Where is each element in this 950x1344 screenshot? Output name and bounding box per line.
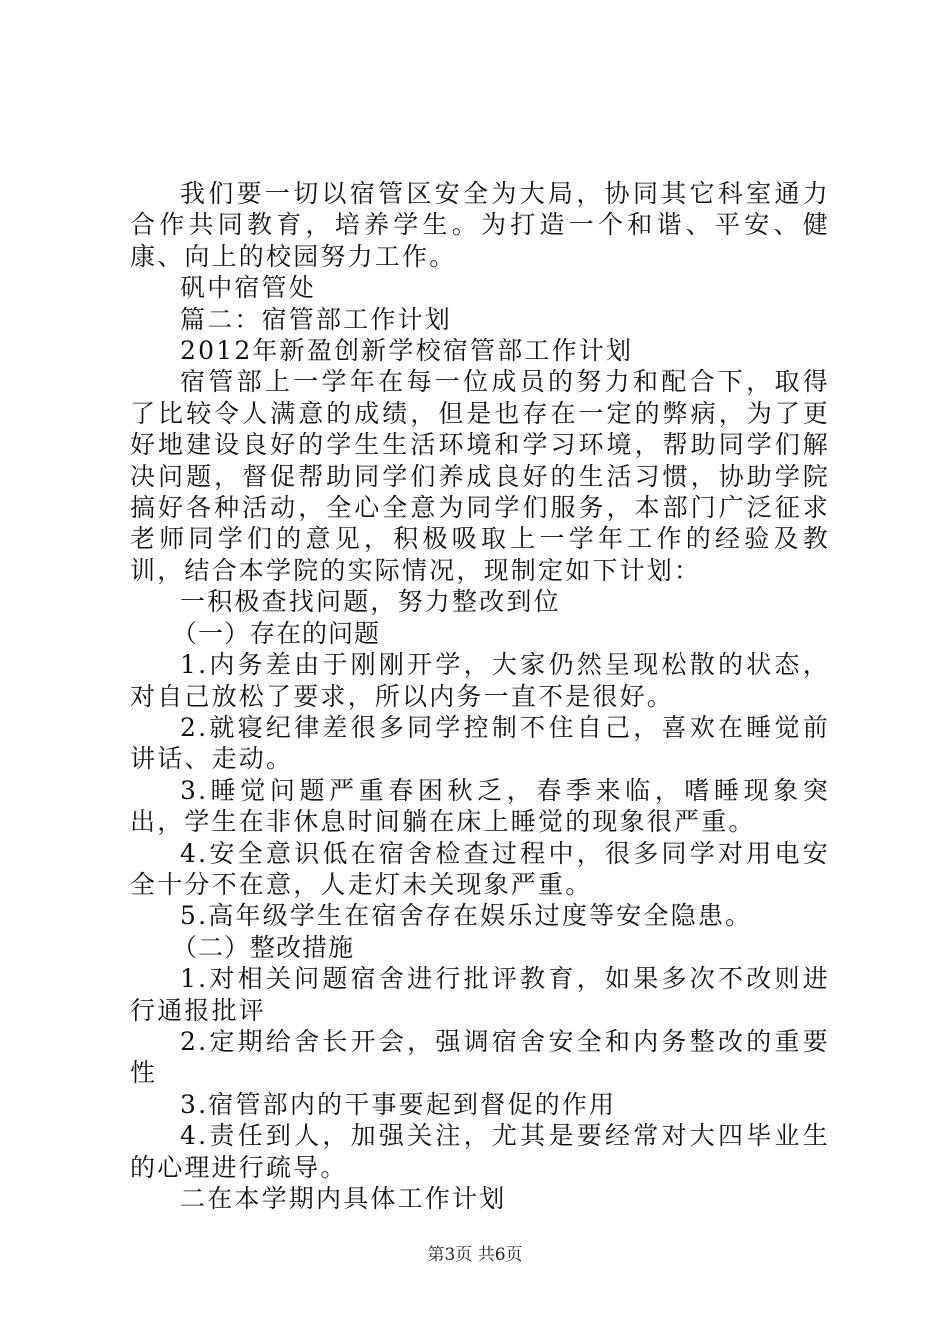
problem-item-4: 4.安全意识低在宿舍检查过程中，很多同学对用电安全十分不在意，人走灯未关现象严重。 [130,838,830,899]
paragraph-intro: 我们要一切以宿管区安全为大局，协同其它科室通力合作共同教育，培养学生。为打造一个和谐、平安、健康、向上的校园努力工作。 [130,179,830,271]
paragraph-article-title: 篇二：宿管部工作计划 [180,304,453,334]
problem-item-3: 3.睡觉问题严重春困秋乏，春季来临，嗜睡现象突出，学生在非休息时间躺在床上睡觉的现象很严重。 [130,775,830,837]
paragraph-plan-title: 2012年新盈创新学校宿管部工作计划 [180,336,634,366]
paragraph-part-two: 二在本学期内具体工作计划 [180,1184,507,1213]
problem-item-2: 2.就寝纪律差很多同学控制不住自己，喜欢在睡觉前讲话、走动。 [130,712,830,774]
page-number-footer: 第3页 共6页 [427,1245,523,1265]
problem-item-1: 1.内务差由于刚刚开学，大家仍然呈现松散的状态，对自己放松了要求，所以内务一直不是很好。 [130,650,830,711]
document-body [130,178,830,1214]
problem-item-5: 5.高年级学生在宿舍存在娱乐过度等安全隐患。 [180,901,753,931]
section-heading-measures: （二）整改措施 [172,932,355,962]
paragraph-part-one: 一积极查找问题，努力整改到位 [180,587,561,617]
measure-item-2: 2.定期给舍长开会，强调宿舍安全和内务整改的重要性 [130,1026,830,1088]
measure-item-1: 1.对相关问题宿舍进行批评教育，如果多次不改则进行通报批评 [130,964,830,1025]
paragraph-overview: 宿管部上一学年在每一位成员的努力和配合下，取得了比较令人满意的成绩，但是也存在一定的弊病，为了更好地建设良好的学生生活环境和学习环境，帮助同学们解决问题，督促帮助同学们养成良好的生活习惯，协助学院搞好各种活动，全心全意为同学们服务，本部门广泛征求老师同学们的意见，积极吸取上一学年工作的经验及教训，结合本学院的实际情况，现制定如下计划： [130,367,830,585]
measure-item-4: 4.责任到人，加强关注，尤其是要经常对大四毕业生的心理进行疏导。 [130,1121,830,1182]
section-heading-problems: （一）存在的问题 [172,618,381,648]
paragraph-signature: 矾中宿管处 [180,273,317,303]
measure-item-3: 3.宿管部内的干事要起到督促的作用 [180,1089,617,1119]
